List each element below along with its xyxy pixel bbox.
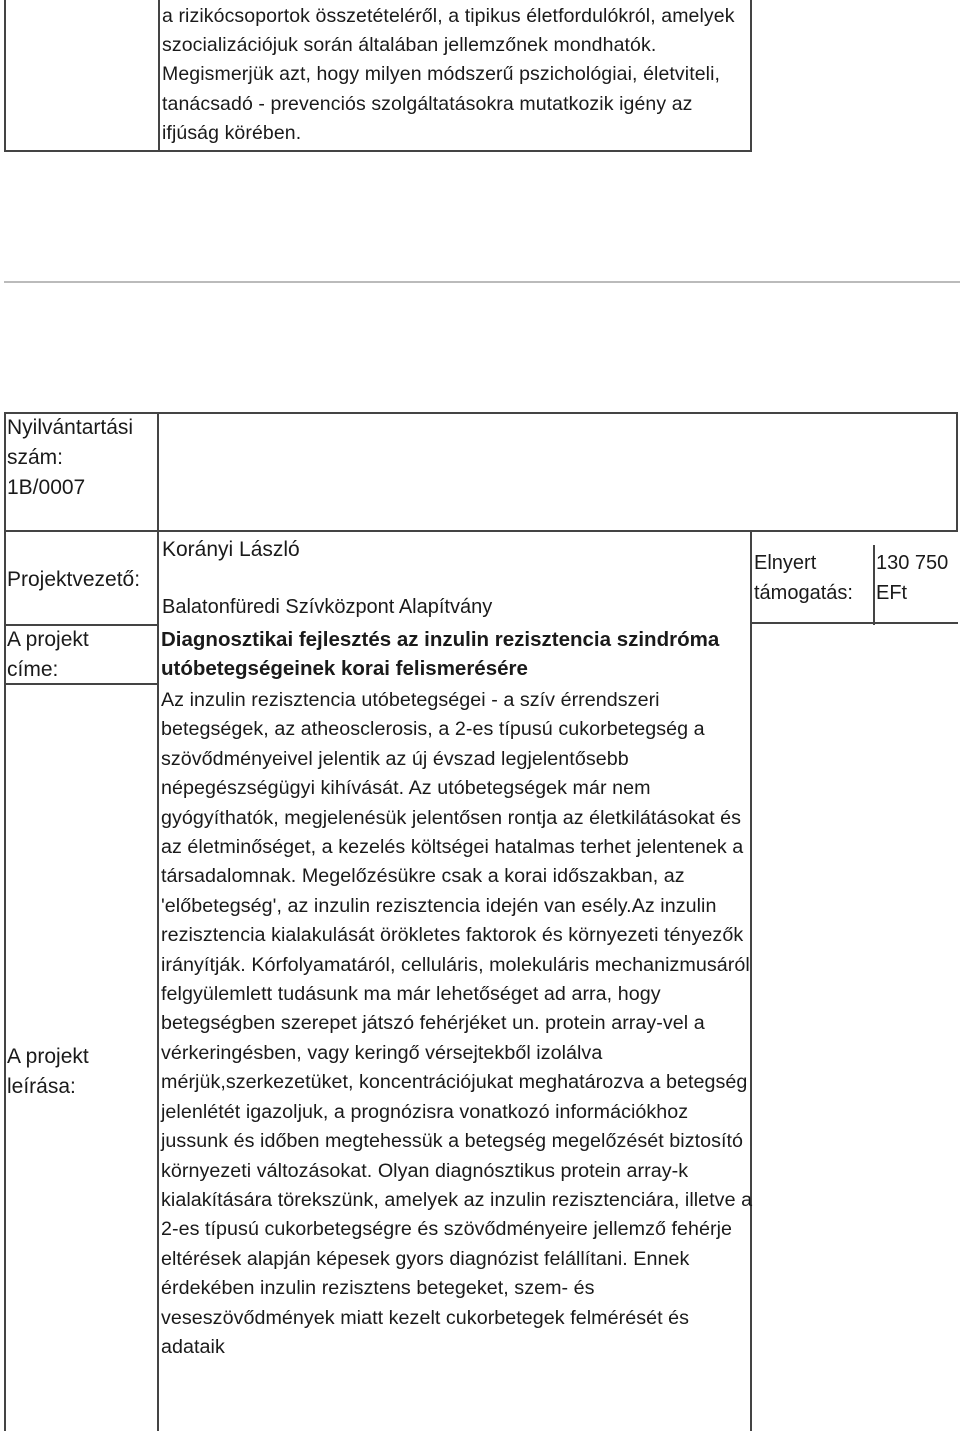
grant-amount-value: 130 750 (876, 552, 949, 574)
description-label (7, 1042, 89, 1102)
registration-label (7, 413, 157, 503)
grant-label-line1: Elnyert (754, 552, 817, 574)
top-table-left-border (4, 0, 6, 152)
registration-label-line1: Nyilvántartási (7, 416, 134, 439)
grant-unit: EFt (876, 582, 908, 604)
top-table-col-divider (158, 0, 160, 152)
leader-label: Projektvezető: (7, 568, 141, 591)
section-separator (4, 281, 960, 283)
project-title: Diagnosztikai fejlesztés az inzulin rezisztencia szindróma utóbetegségeinek korai felismerésére (161, 628, 720, 680)
title-label (7, 625, 89, 685)
grant-bottom-border (750, 622, 958, 624)
project-description: Az inzulin rezisztencia utóbetegségei - a szív érrendszeri betegségek, az atheosclerosis, a 2-es típusú cukorbetegség a szövődményeivel jelentik az új évszad legjelentősebb népegészségügyi kihívását. Az utóbetegségek már nem gyógyíthatók, megjelenésük jelentősen rontja az életkilátásokat és az életminőséget, a kezelés költségei hatalmas terhet jelentenek a társadalomnak. Megelőzésükre csak a korai időszakban, az 'előbetegség', az inzulin rezisztencia idején van esély.Az inzulin rezisztencia kialakulását örökletes faktorok és környezeti tényezők irányítják. Kórfolyamatáról, celluláris, molekuláris mechanizmusáról felgyülemlett tudásunk ma már lehetőséget ad arra, hogy betegségben szerepet játszó fehérjéket un. protein array-vel a vérkeringésben, vagy keringő vérsejtekből izolálva mérjük,szerkezetüket, koncentrációjukat meghatározva a betegség jelenlétét igazoljuk, a prognózisra vonatkozó információkhoz jussunk és időben megtehessük a betegség megelőzését biztosító környezeti változásokat. Olyan diagnósztikus protein array-k kialakítására törekszünk, amelyek az inzulin rezisztenciára, illetve a 2-es típusú cukorbetegségre és szövődményeire jellemző fehérje eltérések alapján képesek gyors diagnózist felállítani. Ennek érdekében inzulin rezisztens betegeket, szem- és veseszövődmények miatt kezelt cukorbetegek felmérését és adataik (161, 689, 753, 1358)
title-label-line2: címe: (7, 658, 59, 681)
grant-col-divider (873, 545, 875, 625)
grant-amount (876, 548, 948, 608)
organization-name: Balatonfüredi Szívközpont Alapítvány (162, 596, 493, 618)
record-left-border (4, 412, 6, 1431)
record-row-divider (4, 530, 958, 532)
title-label-line1: A projekt (7, 628, 89, 651)
description-label-line1: A projekt (7, 1045, 89, 1068)
record-col-divider (157, 412, 159, 1431)
description-label-line2: leírása: (7, 1075, 76, 1098)
grant-label (754, 548, 853, 608)
registration-number: 1B/0007 (7, 476, 86, 499)
top-block-text: a rizikócsoportok összetételéről, a tipikus életfordulókról, amelyek szocializációjuk során általában jellemzőnek mondhatók. Megismerjük azt, hogy milyen módszerű pszichológiai, életviteli, tanácsadó - prevenciós szolgáltatásokra mutatkozik igény az ifjúság körében. (162, 5, 735, 144)
top-table-bottom-border (4, 150, 752, 152)
grant-label-line2: támogatás: (754, 582, 853, 604)
registration-label-line2: szám: (7, 446, 64, 469)
leader-name: Korányi László (162, 538, 300, 561)
record-right-border (956, 412, 958, 532)
